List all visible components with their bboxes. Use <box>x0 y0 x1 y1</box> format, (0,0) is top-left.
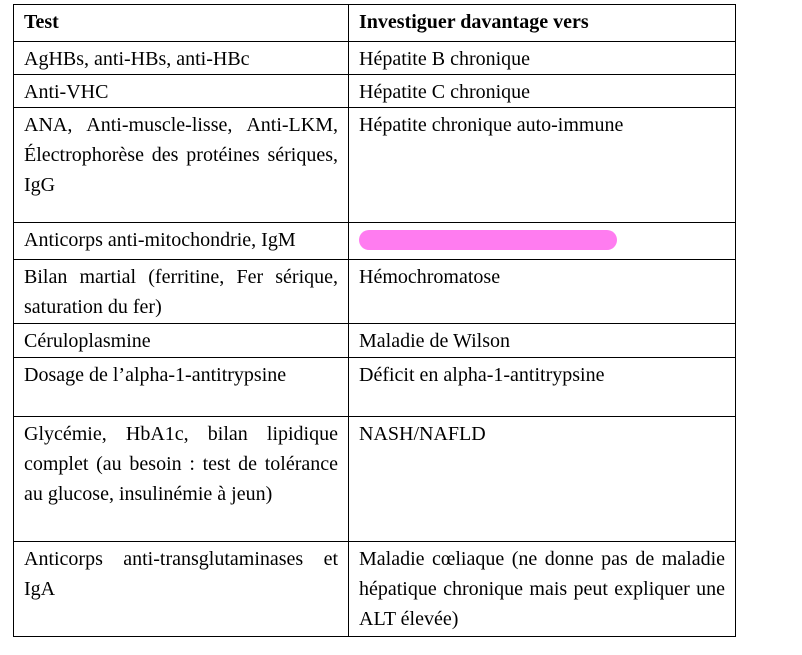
table-header-row <box>14 5 736 42</box>
header-investigate: Investiguer davantage vers <box>349 5 736 42</box>
test-cell: Glycémie, HbA1c, bilan lipidique complet (au besoin : test de tolérance au glucose, insulinémie à jeun) <box>14 417 349 542</box>
table-row <box>14 417 736 542</box>
target-cell: Hépatite B chronique <box>349 42 736 75</box>
table-row <box>14 324 736 358</box>
target-cell: Maladie de Wilson <box>349 324 736 358</box>
target-cell: Hépatite chronique auto-immune <box>349 108 736 223</box>
table-row <box>14 223 736 260</box>
target-cell: Maladie cœliaque (ne donne pas de maladie hépatique chronique mais peut expliquer une ALT élevée) <box>349 542 736 637</box>
target-cell: Déficit en alpha-1-antitrypsine <box>349 358 736 417</box>
table-row <box>14 108 736 223</box>
test-cell: Anti-VHC <box>14 75 349 108</box>
test-cell: AgHBs, anti-HBs, anti-HBc <box>14 42 349 75</box>
table-row <box>14 542 736 637</box>
test-cell: Bilan martial (ferritine, Fer sérique, saturation du fer) <box>14 260 349 324</box>
header-test: Test <box>14 5 349 42</box>
table-row <box>14 358 736 417</box>
target-cell: NASH/NAFLD <box>349 417 736 542</box>
table-row <box>14 260 736 324</box>
target-cell: Hépatite C chronique <box>349 75 736 108</box>
redaction-highlight <box>359 230 617 250</box>
test-cell: Anticorps anti-mitochondrie, IgM <box>14 223 349 260</box>
liver-workup-table <box>13 4 736 637</box>
table-row <box>14 42 736 75</box>
test-cell: Dosage de l’alpha-1-antitrypsine <box>14 358 349 417</box>
target-cell-redacted <box>349 223 736 260</box>
test-cell: Céruloplasmine <box>14 324 349 358</box>
test-cell: Anticorps anti-transglutaminases et IgA <box>14 542 349 637</box>
target-cell: Hémochromatose <box>349 260 736 324</box>
table-row <box>14 75 736 108</box>
test-cell: ANA, Anti-muscle-lisse, Anti-LKM, Électrophorèse des protéines sériques, IgG <box>14 108 349 223</box>
